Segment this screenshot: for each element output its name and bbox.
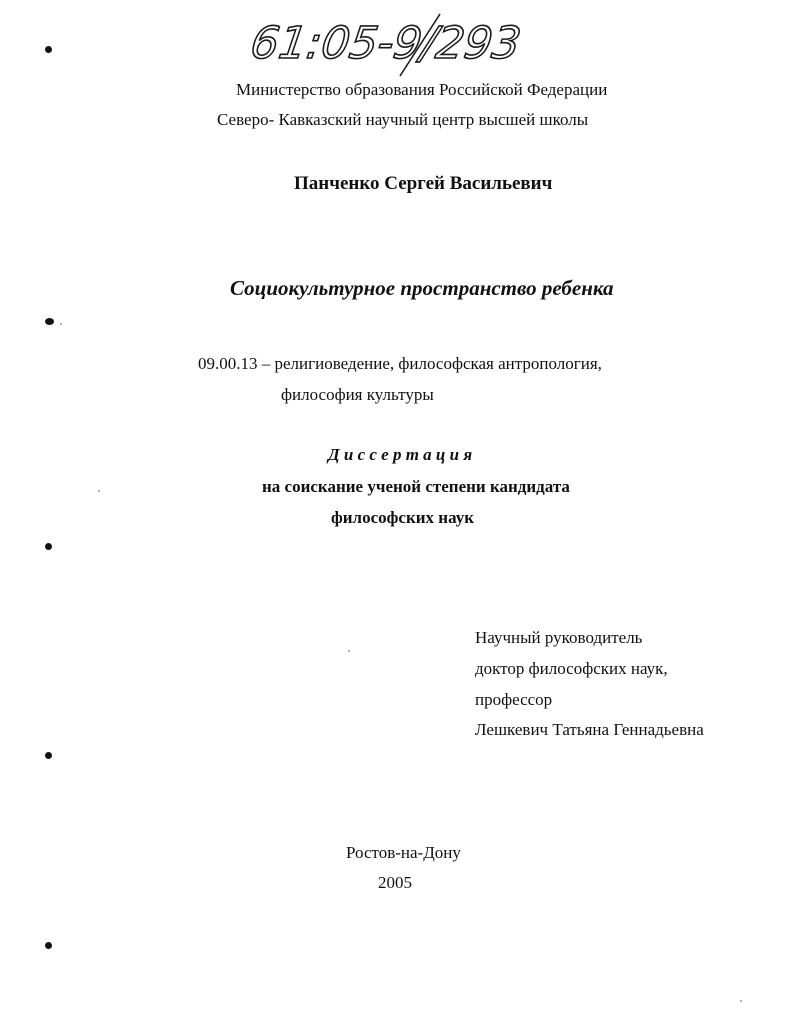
dissertation-title: Социокультурное пространство ребенка <box>230 276 614 300</box>
binding-hole-mark <box>45 318 54 325</box>
supervisor-line-3: профессор <box>475 690 553 709</box>
binding-hole-mark <box>45 46 52 53</box>
binding-hole-mark <box>45 942 52 949</box>
specialty-line-2: философия культуры <box>281 385 434 404</box>
scan-speck <box>740 1000 742 1002</box>
degree-line-1: на соискание ученой степени кандидата <box>262 477 570 496</box>
scan-speck <box>98 490 100 492</box>
scan-speck <box>60 323 62 325</box>
handwritten-number-svg <box>247 8 530 78</box>
scan-speck <box>348 650 350 652</box>
year: 2005 <box>378 873 412 892</box>
city: Ростов-на-Дону <box>346 843 461 862</box>
binding-hole-mark <box>45 752 52 759</box>
supervisor-line-1: Научный руководитель <box>475 628 643 647</box>
author-name: Панченко Сергей Васильевич <box>294 173 553 194</box>
center-line: Северо- Кавказский научный центр высшей школы <box>217 110 589 129</box>
supervisor-line-4: Лешкевич Татьяна Геннадьевна <box>475 720 704 739</box>
degree-line-2: философских наук <box>331 508 475 527</box>
handwritten-number-text: 61:05-9/293 <box>247 18 524 69</box>
binding-hole-mark <box>45 543 52 550</box>
ministry-line: Министерство образования Российской Федерации <box>236 80 608 99</box>
specialty-line-1: 09.00.13 – религиоведение, философская антропология, <box>198 354 602 373</box>
supervisor-line-2: доктор философских наук, <box>475 659 668 678</box>
handwritten-catalog-number <box>247 8 530 78</box>
dissertation-label: Д и с с е р т а ц и я <box>328 445 473 464</box>
